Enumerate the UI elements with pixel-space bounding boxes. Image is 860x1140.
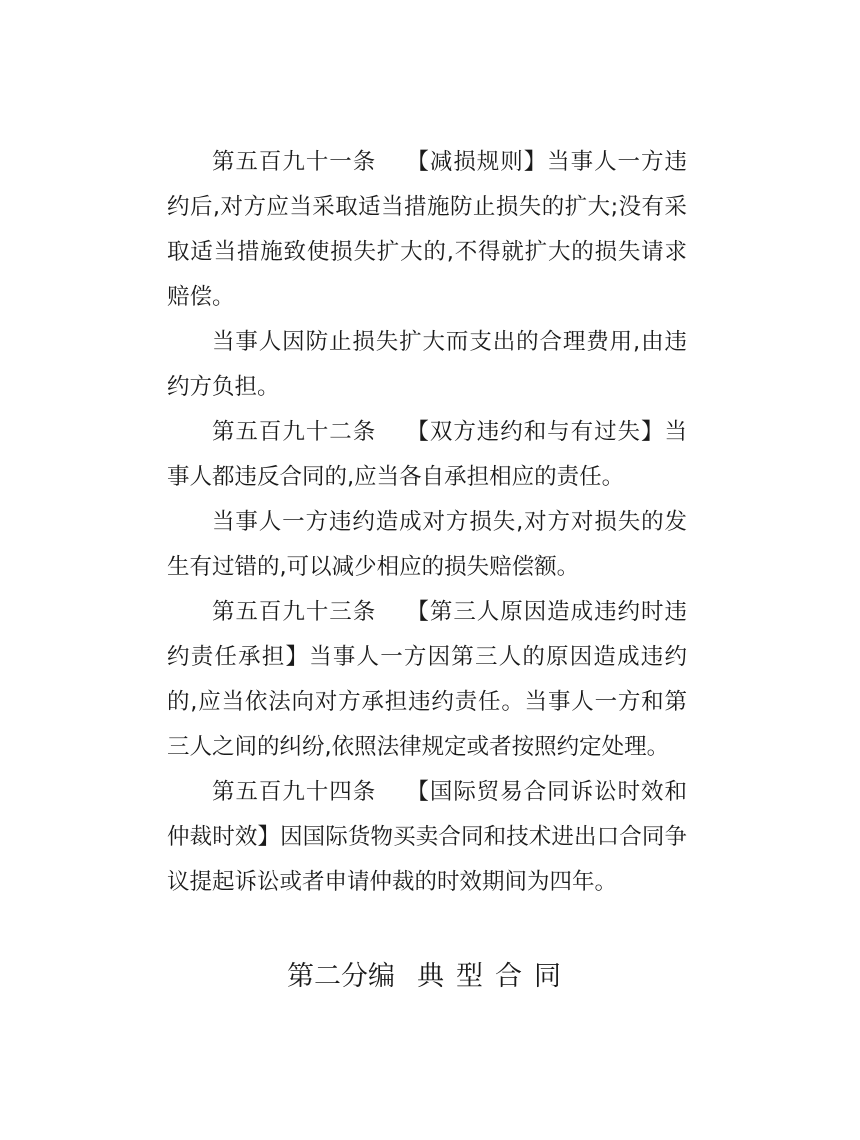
article-number: 第五百九十四条 xyxy=(212,779,377,805)
article-text: 【减损规则】当事人一方违约后,对方应当采取适当措施防止损失的扩大;没有采取适当措施致使损失扩大的,不得就扩大的损失请求赔偿。 xyxy=(167,149,687,310)
section-heading xyxy=(0,952,860,1002)
article-text: 【双方违约和与有过失】当事人都违反合同的,应当各自承担相应的责任。 xyxy=(167,419,687,490)
paragraph-text: 当事人一方违约造成对方损失,对方对损失的发生有过错的,可以减少相应的损失赔偿额。 xyxy=(167,509,687,580)
article-number: 第五百九十一条 xyxy=(212,149,377,175)
paragraph-text: 当事人因防止损失扩大而支出的合理费用,由违约方负担。 xyxy=(167,329,687,400)
article-591 xyxy=(167,140,687,320)
article-592 xyxy=(167,410,687,500)
article-text: 【第三人原因造成违约时违约责任承担】当事人一方因第三人的原因造成违约的,应当依法向对方承担违约责任。当事人一方和第三人之间的纠纷,依照法律规定或者按照约定处理。 xyxy=(167,599,687,760)
article-text: 【国际贸易合同诉讼时效和仲裁时效】因国际货物买卖合同和技术进出口合同争议提起诉讼或者申请仲裁的时效期间为四年。 xyxy=(167,779,687,895)
section-title: 典型合同 xyxy=(417,961,573,992)
document-body xyxy=(167,140,687,905)
article-number: 第五百九十三条 xyxy=(212,599,377,625)
article-number: 第五百九十二条 xyxy=(212,419,377,445)
article-592-paragraph-2 xyxy=(167,500,687,590)
article-594 xyxy=(167,770,687,905)
section-part-label: 第二分编 xyxy=(287,961,395,992)
article-593 xyxy=(167,590,687,770)
article-591-paragraph-2 xyxy=(167,320,687,410)
